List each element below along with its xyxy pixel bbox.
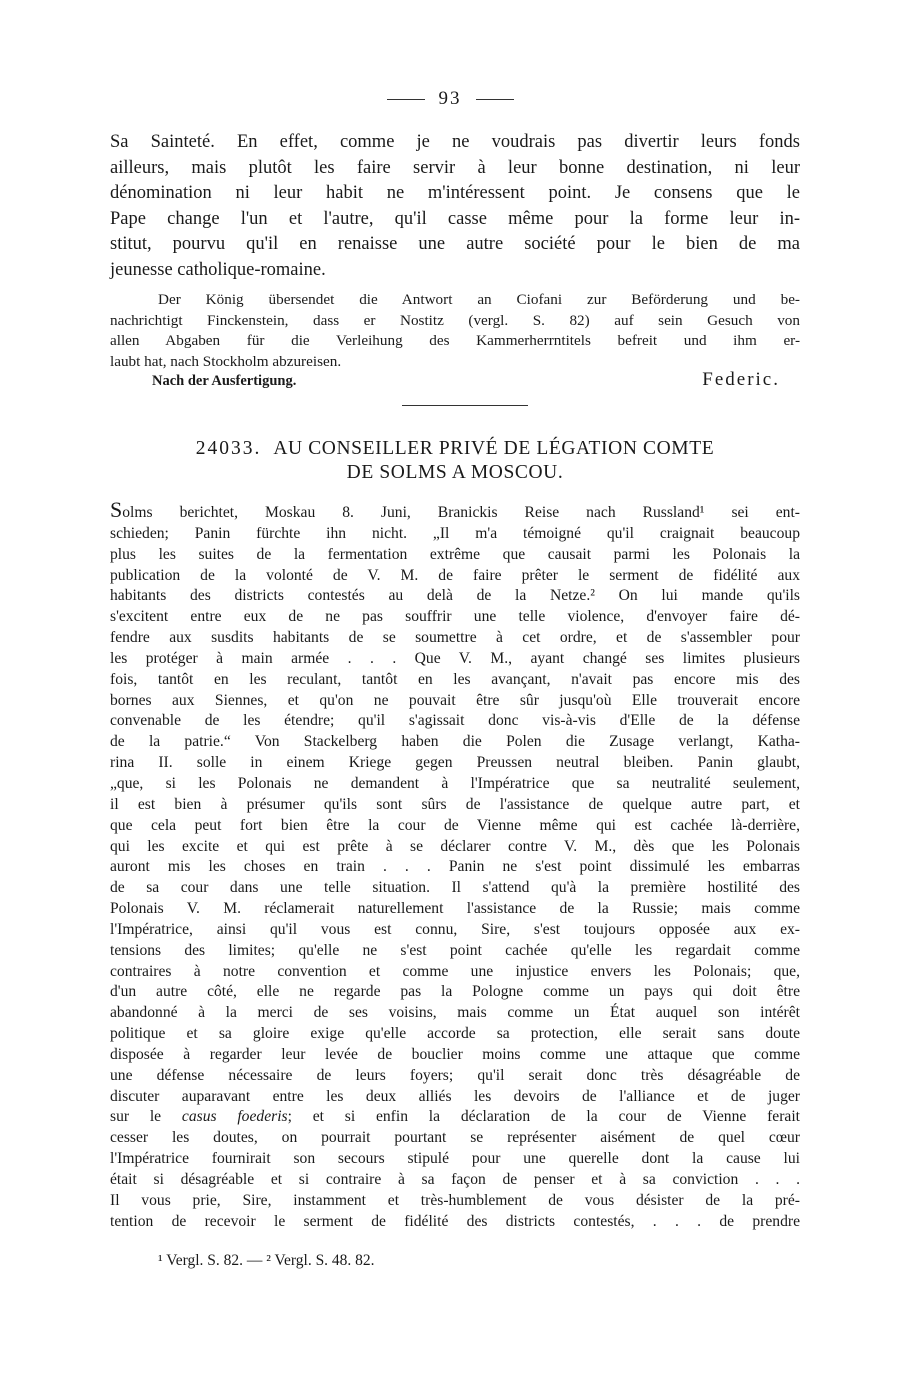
body-line: s'excitent entre eux de ne pas souffrir une telle violence, d'envoyer faire dé- <box>110 608 800 626</box>
letter-heading <box>110 437 800 485</box>
text-line: Sa Sainteté. En effet, comme je ne voudrais pas divertir leurs fonds <box>110 132 800 152</box>
body-line: habitants des districts contestés au delà de la Netze.² On lui mande qu'ils <box>110 587 800 605</box>
body-line: cesser les doutes, on pourrait pourtant se représenter aisément de quel cœur <box>110 1129 800 1147</box>
text-line: dénomination ni leur habit ne m'intéressent point. Je consens que le <box>110 183 800 204</box>
body-line: schieden; Panin fürchte ihn nicht. „Il m'a témoigné qu'il craignait beaucoup <box>110 524 800 542</box>
body-line: publication de la volonté de V. M. de faire prêter le serment de fidélité aux <box>110 566 800 584</box>
source-row <box>152 369 780 390</box>
letter-body <box>110 497 800 1233</box>
footnotes: ¹ Vergl. S. 82. — ² Vergl. S. 48. 82. <box>158 1252 375 1269</box>
body-line: de la patrie.“ Von Stackelberg haben die Polen die Zusage verlangt, Katha- <box>110 733 800 751</box>
body-line: l'Impératrice, ainsi qu'il vous est connu, Sire, s'est toujours opposée aux ex- <box>110 920 800 938</box>
body-line: abandonné à la merci de ses voisins, mais comme un État auquel son intérêt <box>110 1004 800 1022</box>
section-divider <box>402 405 528 406</box>
body-line: plus les suites de la fermentation extrême que causait parmi les Polonais la <box>110 545 800 563</box>
body-line: rina II. solle in einem Kriege gegen Preussen neutral bleiben. Panin glaubt, <box>110 754 800 772</box>
text-line: jeunesse catholique-romaine. <box>110 259 326 280</box>
body-line: bornes aux Siennes, et qu'on ne pouvait être sûr jusqu'où Elle trouverait encore <box>110 691 800 709</box>
body-line: était si désagréable et si contraire à sa façon de penser et à sa conviction . . . <box>110 1171 800 1188</box>
body-line: sur le casus foederis; et si enfin la déclaration de la cour de Vienne ferait <box>110 1108 800 1126</box>
body-line: convenable de les étendre; qu'il s'agissait donc vis-à-vis d'Elle de la défense <box>110 712 800 730</box>
body-line: qui les excite et qui est prête à se déclarer contre V. M., dès que les Polonais <box>110 837 800 855</box>
opening-paragraph <box>110 130 800 284</box>
heading-line-1: AU CONSEILLER PRIVÉ DE LÉGATION COMTE <box>273 438 715 459</box>
body-line: „que, si les Polonais ne demandent à l'Impératrice que sa neutralité seulement, <box>110 774 800 792</box>
text-line: ailleurs, mais plutôt les faire servir à leur bonne destination, ni leur <box>110 157 800 178</box>
heading-line-2: DE SOLMS A MOSCOU. <box>346 462 564 483</box>
italic-phrase: casus foederis <box>181 1108 288 1126</box>
text-line: Pape change l'un et l'autre, qu'il casse même pour la forme leur in- <box>110 208 800 229</box>
text-line: stitut, pourvu qu'il en renaisse une autre société pour le bien de ma <box>110 234 800 255</box>
body-line: politique et sa gloire exige qu'elle accorde sa protection, elle serait sans doute <box>110 1025 800 1043</box>
body-line: d'un autre côté, elle ne regarde pas la Pologne comme un pays qui doit être <box>110 983 800 1001</box>
editorial-note <box>110 290 800 372</box>
page-number-dash-right <box>476 99 514 100</box>
note-line: nachrichtigt Finckenstein, dass er Nostitz (vergl. S. 82) auf sein Gesuch von <box>110 311 800 329</box>
body-line: auront mis les choses en train . . . Panin ne s'est point dissimulé les embarras <box>110 858 800 876</box>
page-number: 93 <box>0 88 900 110</box>
body-line: Il vous prie, Sire, instamment et très-humblement de vous désister de la pré- <box>110 1191 800 1209</box>
note-line: laubt hat, nach Stockholm abzureisen. <box>110 352 342 370</box>
note-line: Der König übersendet die Antwort an Ciofani zur Beförderung und be- <box>158 291 800 308</box>
body-line: tensions des limites; qu'elle ne s'est point cachée qu'elle les regardait comme <box>110 941 800 959</box>
body-line: discuter auparavant entre les deux alliés les devoirs de l'alliance et de juger <box>110 1087 800 1105</box>
body-line: que cela peut fort bien être la cour de Vienne même qui est cachée là-derrière, <box>110 816 800 834</box>
body-line: Solms berichtet, Moskau 8. Juni, Branickis Reise nach Russland¹ sei ent- <box>110 497 800 522</box>
letter-number: 24033. <box>195 438 262 459</box>
source-note: Nach der Ausfertigung. <box>152 373 297 389</box>
body-line: tention de recevoir le serment de fidélité des districts contestés, . . . de prendre <box>110 1212 800 1230</box>
body-line: fendre aux susdits habitants de se soumettre à cet ordre, et de s'assembler pour <box>110 629 800 647</box>
body-line: de sa cour dans une telle situation. Il s'attend qu'à la première hostilité des <box>110 879 800 897</box>
body-line: fois, tantôt en les reculant, tantôt en les avançant, n'avait pas encore mis des <box>110 670 800 688</box>
body-line: l'Impératrice fournirait son secours stipulé pour une querelle dont la cause lui <box>110 1150 800 1168</box>
body-line: Polonais V. M. réclamerait naturellement l'assistance de la Russie; mais comme <box>110 900 800 918</box>
body-line: il est bien à présumer qu'ils sont sûrs de l'assistance de quelque autre part, et <box>110 795 800 813</box>
body-line: contraires à notre convention et comme une injustice envers les Polonais; que, <box>110 962 800 980</box>
body-line: les protéger à main armée . . . Que V. M., ayant changé ses limites plusieurs <box>110 649 800 667</box>
signature: Federic. <box>702 369 780 390</box>
note-line: allen Abgaben für die Verleihung des Kammerherrntitels befreit und ihm er- <box>110 332 800 350</box>
page-number-dash-left <box>387 99 425 100</box>
body-line: une défense nécessaire de leurs foyers; qu'il serait donc très désagréable de <box>110 1066 800 1084</box>
body-line: disposée à regarder leur levée de bouclier moins comme une attaque que comme <box>110 1045 800 1063</box>
